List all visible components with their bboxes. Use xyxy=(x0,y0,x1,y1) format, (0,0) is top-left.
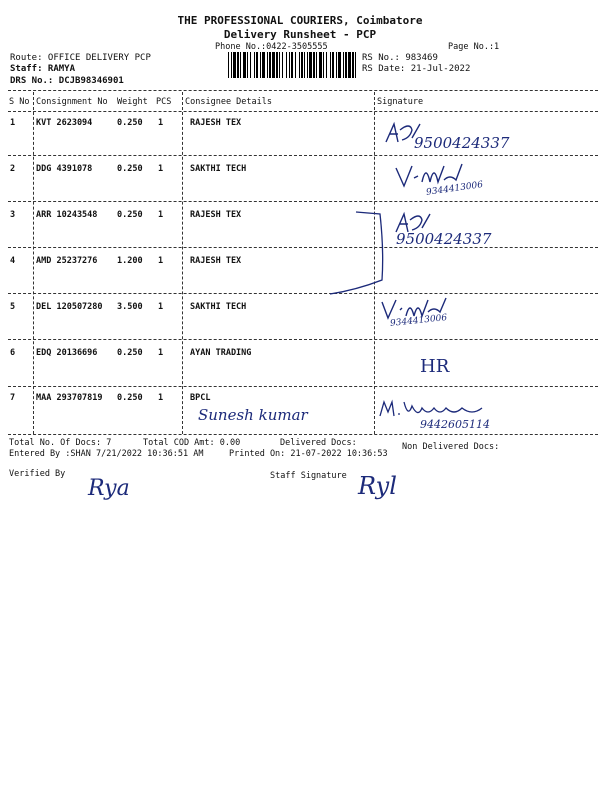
row-pcs: 1 xyxy=(158,210,164,220)
signature-row-6: HR xyxy=(420,356,450,377)
row-pcs: 1 xyxy=(158,164,164,174)
page-number: Page No.:1 xyxy=(448,42,500,52)
row-weight: 3.500 xyxy=(117,302,143,312)
row-sno: 4 xyxy=(10,256,16,266)
receiver-name-row-7: Sunesh kumar xyxy=(198,406,308,424)
row-pcs: 1 xyxy=(158,302,164,312)
row-consignment: AMD 25237276 xyxy=(36,256,98,266)
row-weight: 1.200 xyxy=(117,256,143,266)
row-sno: 1 xyxy=(10,118,16,128)
column-header-weight: Weight xyxy=(117,97,148,107)
row-consignee: RAJESH TEX xyxy=(190,256,242,266)
row-consignee: AYAN TRADING xyxy=(190,348,252,358)
row-weight: 0.250 xyxy=(117,348,143,358)
drs-number-value: DCJB98346901 xyxy=(58,76,124,86)
barcode xyxy=(228,52,356,78)
row-pcs: 1 xyxy=(158,393,164,403)
signature-row-7 xyxy=(378,398,518,431)
phone-number: Phone No.:0422-3505555 xyxy=(215,42,328,52)
row-sno: 5 xyxy=(10,302,16,312)
row-weight: 0.250 xyxy=(117,164,143,174)
staff-signature: Ryl xyxy=(358,472,397,500)
row-consignment: MAA 293707819 xyxy=(36,393,103,403)
row-weight: 0.250 xyxy=(117,210,143,220)
signature-phone: 9500424337 xyxy=(414,134,510,152)
verified-by-signature: Rya xyxy=(88,476,130,501)
row-sno: 6 xyxy=(10,348,16,358)
row-weight: 0.250 xyxy=(117,393,143,403)
column-header-pcs: PCS xyxy=(156,97,172,107)
row-sno: 2 xyxy=(10,164,16,174)
entered-by: Entered By :SHAN 7/21/2022 10:36:51 AM xyxy=(9,449,204,459)
row-consignee: SAKTHI TECH xyxy=(190,302,247,312)
signature-row-5 xyxy=(378,296,498,329)
company-name: THE PROFESSIONAL COURIERS, Coimbatore xyxy=(177,14,423,27)
signature-phone: 9344413006 xyxy=(389,313,448,329)
staff-signature-label: Staff Signature xyxy=(270,471,347,481)
row-consignment: ARR 10243548 xyxy=(36,210,98,220)
total-docs: Total No. Of Docs: 7 xyxy=(9,438,112,448)
column-header-consignment: Consignment No xyxy=(36,97,108,107)
printed-on: Printed On: 21-07-2022 10:36:53 xyxy=(229,449,388,459)
drs-number xyxy=(10,76,124,86)
row-consignee: BPCL xyxy=(190,393,211,403)
signature-row-2 xyxy=(392,160,512,198)
row-weight: 0.250 xyxy=(117,118,143,128)
rs-number: RS No.: 983469 xyxy=(362,53,438,63)
delivered-docs: Delivered Docs: xyxy=(280,438,357,448)
rs-date: RS Date: 21-Jul-2022 xyxy=(362,64,471,74)
row-consignee: SAKTHI TECH xyxy=(190,164,247,174)
bracket-mark xyxy=(326,210,386,304)
row-sno: 3 xyxy=(10,210,16,220)
row-consignee: RAJESH TEX xyxy=(190,210,242,220)
document-title: Delivery Runsheet - PCP xyxy=(223,28,377,41)
drs-number-label: DRS No.: xyxy=(10,76,54,86)
non-delivered-docs: Non Delivered Docs: xyxy=(402,442,500,452)
signature-phone: 9344413006 xyxy=(425,180,484,198)
row-pcs: 1 xyxy=(158,118,164,128)
row-consignment: DEL 120507280 xyxy=(36,302,103,312)
row-sno: 7 xyxy=(10,393,16,403)
row-consignment: EDQ 20136696 xyxy=(36,348,98,358)
row-pcs: 1 xyxy=(158,256,164,266)
signature-phone: 9442605114 xyxy=(420,418,490,431)
column-header-sno: S No xyxy=(9,97,30,107)
staff-label: Staff: RAMYA xyxy=(10,64,76,74)
signature-row-3 xyxy=(392,208,592,248)
column-header-consignee: Consignee Details xyxy=(185,97,272,107)
route-label: Route: OFFICE DELIVERY PCP xyxy=(10,53,151,63)
row-consignment: KVT 2623094 xyxy=(36,118,93,128)
row-consignee: RAJESH TEX xyxy=(190,118,242,128)
verified-by-label: Verified By xyxy=(9,469,66,479)
row-pcs: 1 xyxy=(158,348,164,358)
total-cod: Total COD Amt: 0.00 xyxy=(143,438,241,448)
column-header-signature: Signature xyxy=(377,97,424,107)
signature-row-1 xyxy=(380,118,580,162)
row-consignment: DDG 4391078 xyxy=(36,164,93,174)
signature-phone: 9500424337 xyxy=(396,230,492,248)
